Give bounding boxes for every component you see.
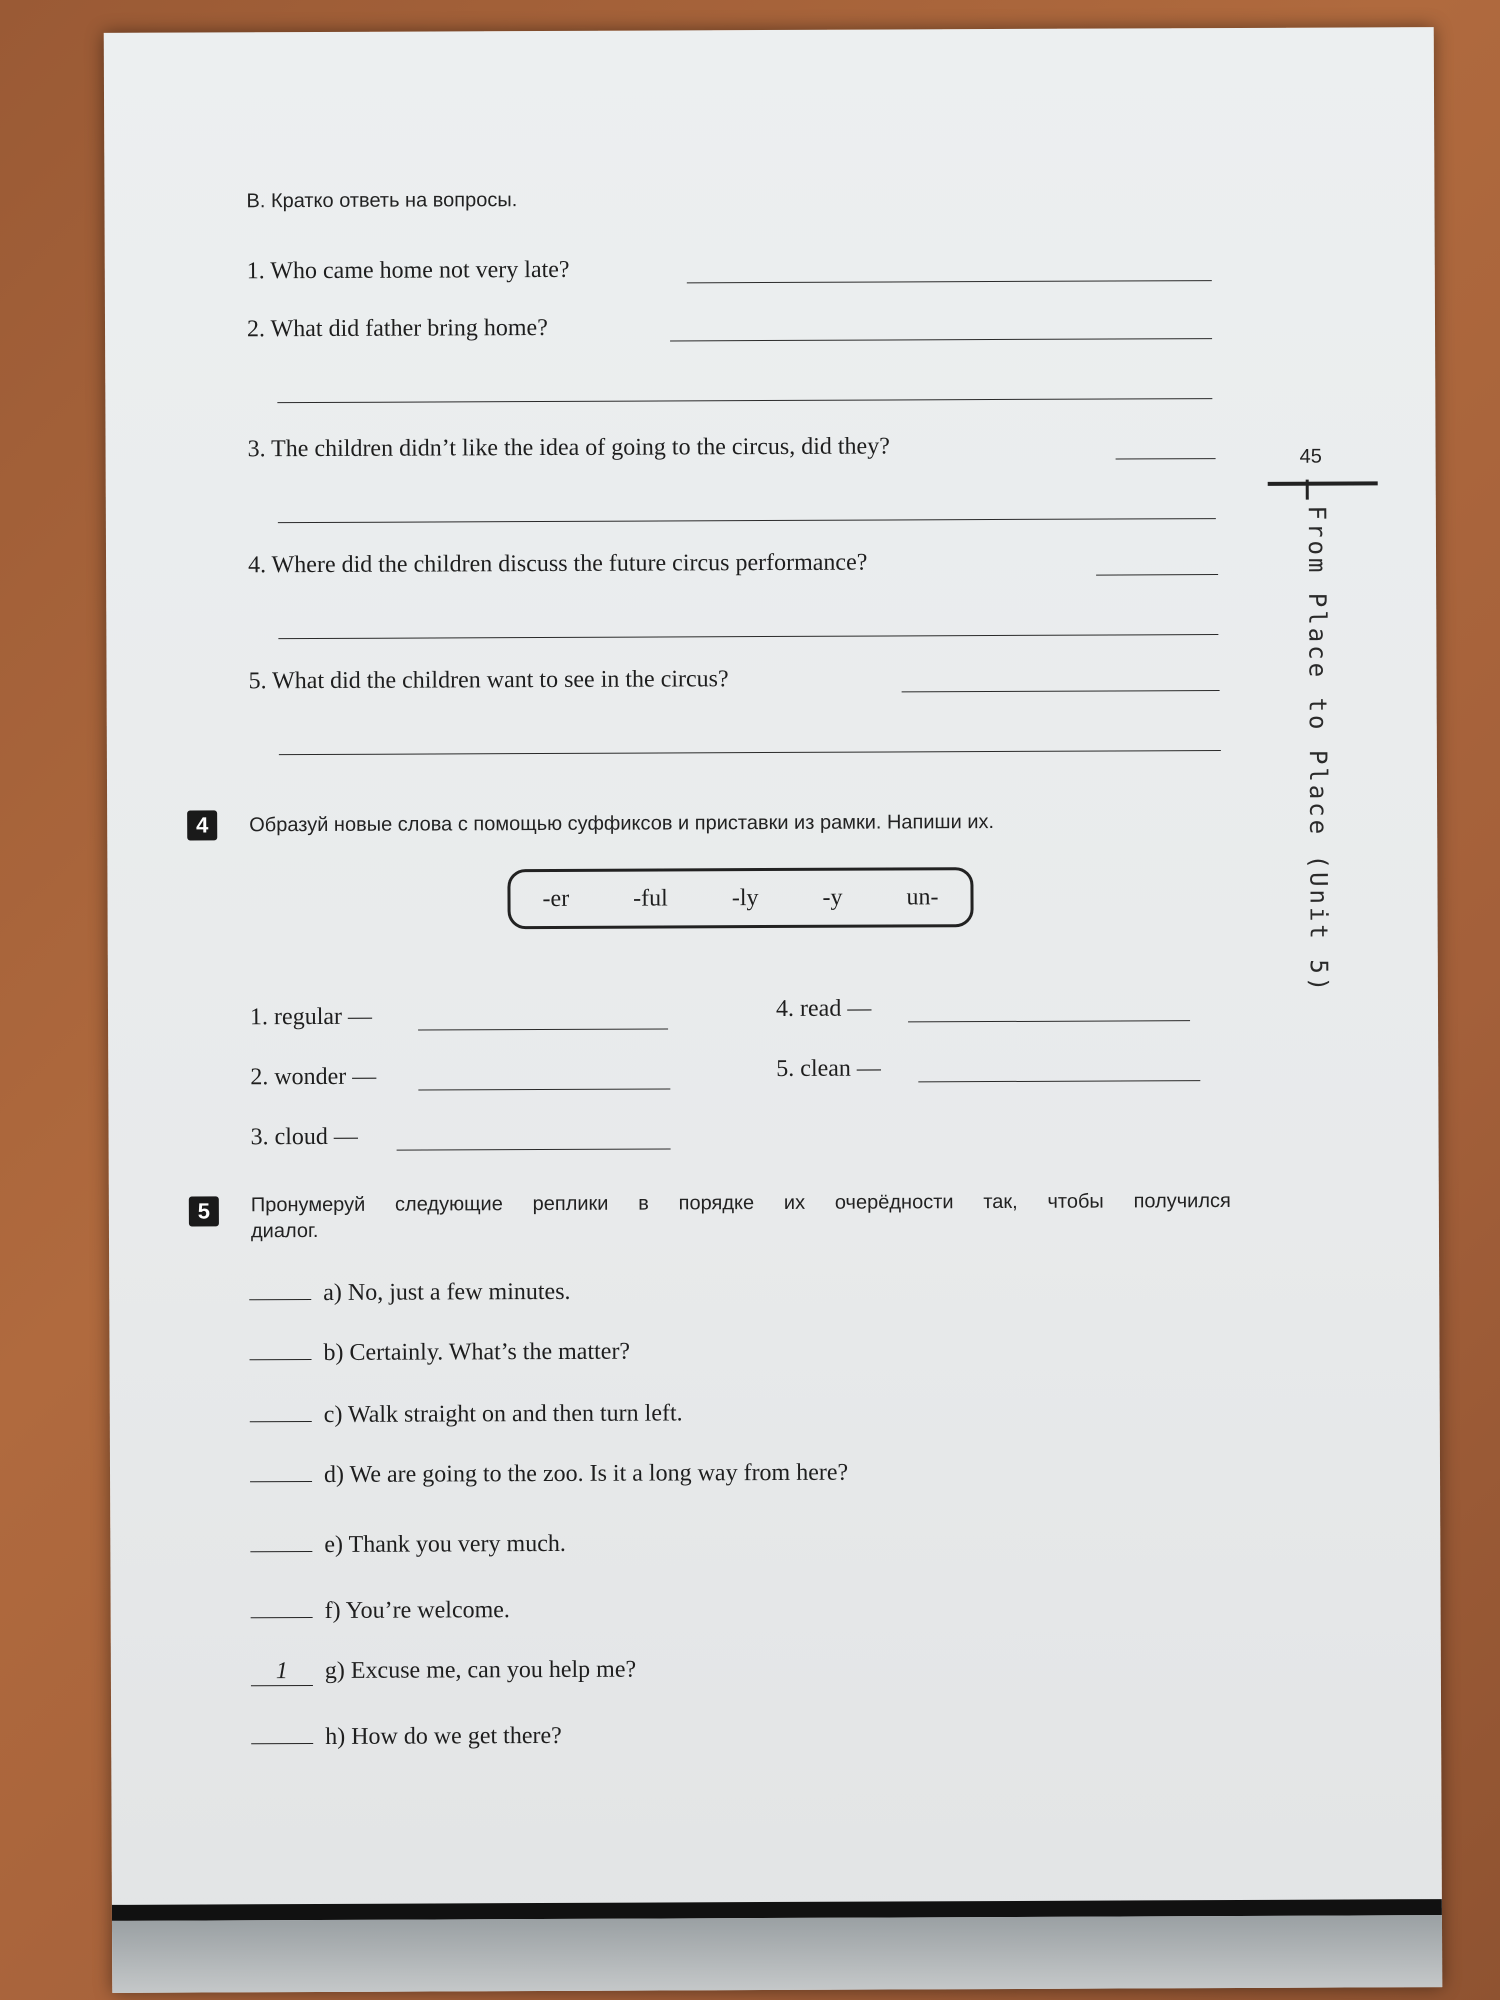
dialogue-text-e: e) Thank you very much. [324, 1530, 566, 1558]
dialogue-line-a [249, 1279, 570, 1307]
word-read: 4. read — [775, 995, 872, 1022]
affix-un: un- [906, 883, 939, 910]
order-blank-a[interactable] [249, 1299, 311, 1300]
question-5: 5. What did the children want to see in the circus? [248, 666, 729, 695]
page-number: 45 [1299, 445, 1322, 468]
order-blank-b[interactable] [250, 1359, 312, 1360]
margin-rule-vertical [1306, 480, 1309, 500]
affix-ful: -ful [633, 884, 668, 912]
order-blank-f[interactable] [251, 1617, 313, 1618]
answer-line-1[interactable] [687, 280, 1212, 283]
question-3: 3. The children didn’t like the idea of going to the circus, did they? [247, 433, 890, 463]
order-blank-e[interactable] [250, 1551, 312, 1552]
word-regular-line[interactable] [418, 1028, 668, 1030]
worksheet-page [104, 27, 1443, 1993]
answer-line-4b[interactable] [278, 634, 1218, 639]
dialogue-text-d: d) We are going to the zoo. Is it a long way from here? [323, 1459, 849, 1488]
dialogue-text-a: a) No, just a few minutes. [323, 1278, 571, 1306]
word-cloud-line[interactable] [397, 1148, 671, 1150]
word-clean: 5. clean — [776, 1055, 881, 1082]
margin-rule-horizontal [1268, 481, 1378, 485]
word-read-line[interactable] [908, 1020, 1190, 1022]
dialogue-text-c: c) Walk straight on and then turn left. [323, 1400, 683, 1428]
affix-ly: -ly [731, 884, 759, 911]
section-b-heading: B. Кратко ответь на вопросы. [246, 189, 518, 213]
dialogue-line-b [249, 1339, 630, 1368]
word-regular: 1. regular — [249, 1003, 373, 1031]
question-4: 4. Where did the children discuss the future circus performance? [247, 549, 868, 579]
dialogue-line-g [251, 1657, 636, 1687]
dialogue-line-d [250, 1460, 848, 1490]
order-blank-g[interactable]: 1 [251, 1658, 313, 1686]
answer-line-3a[interactable] [1116, 458, 1216, 459]
dialogue-line-f [251, 1597, 510, 1625]
task-5-badge: 5 [189, 1196, 219, 1226]
dialogue-text-h: h) How do we get there? [325, 1722, 562, 1750]
question-2: 2. What did father bring home? [246, 314, 548, 343]
answer-line-5a[interactable] [902, 690, 1220, 692]
dialogue-text-f: f) You’re welcome. [324, 1597, 510, 1624]
affix-box [507, 867, 973, 929]
dialogue-text-g: g) Excuse me, can you help me? [324, 1656, 637, 1684]
order-blank-c[interactable] [250, 1421, 312, 1422]
bottom-shadow [112, 1915, 1442, 1993]
task-5-instruction-line2: диалог. [250, 1219, 319, 1243]
unit-title: From Place to Place (Unit 5) [1302, 505, 1333, 995]
dialogue-line-e [250, 1531, 566, 1559]
dialogue-text-b: b) Certainly. What’s the matter? [323, 1338, 631, 1366]
answer-line-4a[interactable] [1096, 574, 1218, 576]
word-wonder: 2. wonder — [250, 1063, 377, 1091]
task-4-badge: 4 [187, 810, 217, 840]
task-5-instruction-line1: Пронумеруй следующие реплики в порядке их очерёдности так, чтобы получился [250, 1190, 1231, 1217]
affix-y: -y [822, 884, 843, 911]
word-clean-line[interactable] [918, 1080, 1200, 1082]
word-cloud: 3. cloud — [250, 1123, 358, 1151]
task-4-instruction: Образуй новые слова с помощью суффиксов и приставки из рамки. Напиши их. [249, 811, 995, 837]
order-blank-d[interactable] [250, 1481, 312, 1482]
dialogue-line-h [251, 1723, 562, 1751]
answer-line-2a[interactable] [670, 338, 1212, 341]
answer-line-2b[interactable] [277, 398, 1212, 403]
answer-line-5b[interactable] [279, 750, 1221, 755]
word-wonder-line[interactable] [418, 1088, 670, 1090]
dialogue-line-c [250, 1400, 683, 1429]
answer-line-3b[interactable] [278, 518, 1216, 523]
order-blank-h[interactable] [251, 1743, 313, 1744]
affix-er: -er [542, 885, 570, 912]
question-1: 1. Who came home not very late? [246, 256, 570, 285]
